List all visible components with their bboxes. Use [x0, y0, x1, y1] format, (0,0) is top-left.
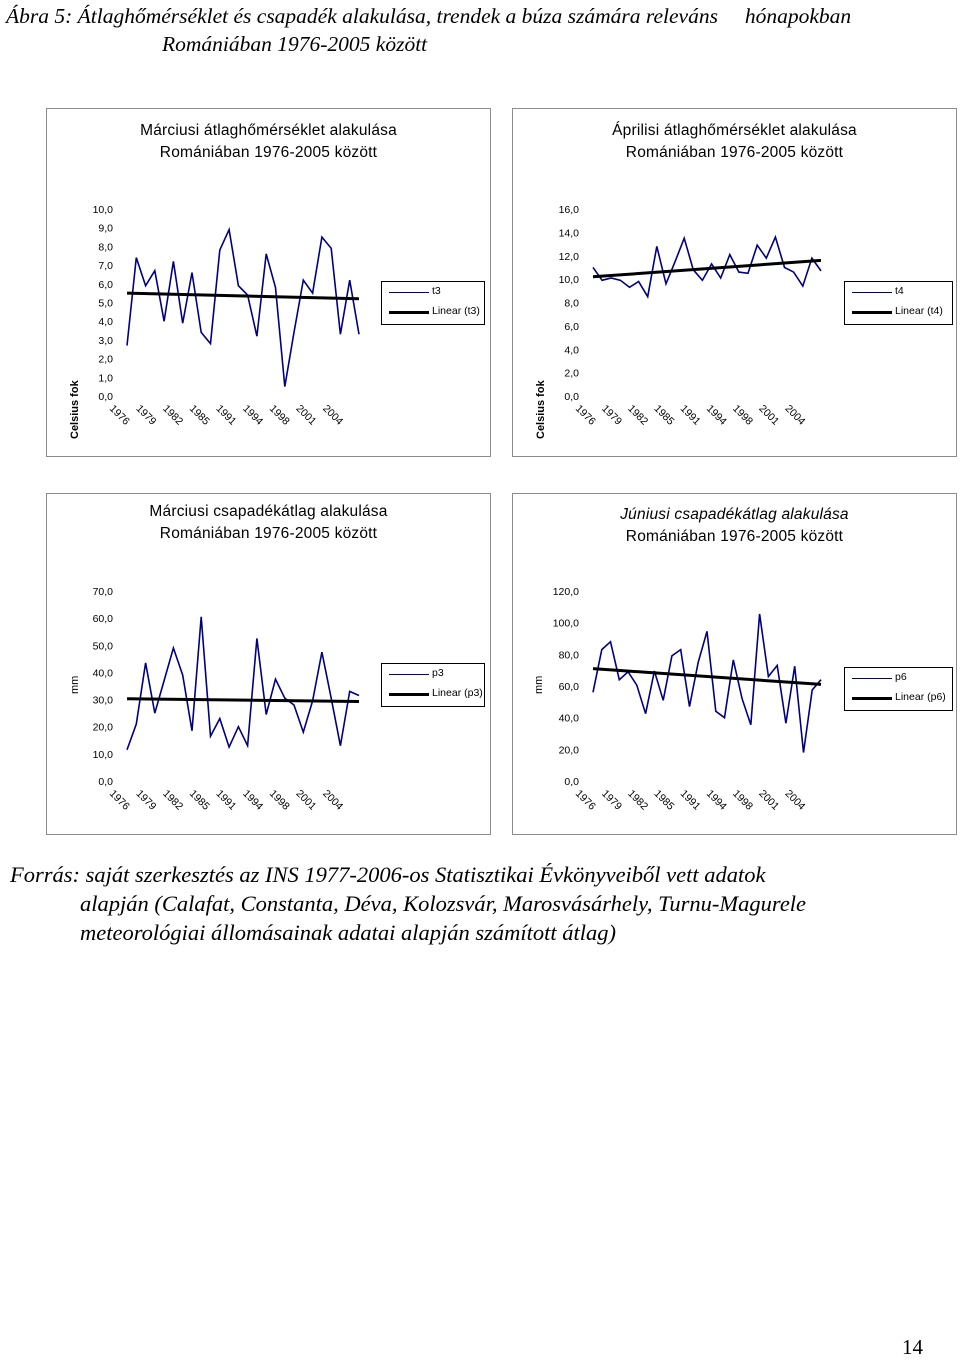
y-tick-label: 40,0: [558, 712, 579, 725]
y-tick-label: 8,0: [98, 241, 113, 254]
legend-series-label: t3: [432, 285, 441, 297]
x-tick-label: 1982: [160, 787, 186, 813]
chart-title-line2: Romániában 1976-2005 között: [625, 144, 844, 161]
y-tick-label: 7,0: [98, 260, 113, 273]
x-tick-label: 2004: [782, 787, 808, 813]
y-tick-label: 0,0: [564, 776, 579, 788]
trend-line: [127, 293, 359, 299]
y-tick-label: 100,0: [552, 617, 579, 630]
source-note: [10, 860, 940, 947]
chart-title-line2: Romániában 1976-2005 között: [159, 144, 378, 161]
y-tick-label: 70,0: [92, 586, 113, 598]
trend-line: [593, 669, 821, 685]
series-line-p3: [127, 617, 359, 750]
x-tick-label: 1991: [213, 402, 239, 428]
legend-item-trend: [845, 304, 952, 322]
y-axis-label: mm: [533, 675, 545, 694]
x-tick-label: 1976: [106, 787, 132, 813]
x-tick-label: 2004: [320, 402, 346, 428]
x-tick-label: 2004: [320, 787, 346, 813]
x-tick-label: 1979: [133, 402, 159, 428]
legend-item-series: [382, 284, 484, 302]
chart-title-line1: Márciusi átlaghőmérséklet alakulása: [140, 122, 397, 139]
legend-item-trend: [382, 304, 484, 322]
legend-item-trend: [382, 686, 484, 704]
x-tick-label: 1985: [651, 787, 677, 813]
x-tick-label: 1994: [703, 402, 729, 428]
x-tick-label: 1979: [599, 402, 625, 428]
legend: [844, 667, 953, 711]
x-tick-label: 1979: [599, 787, 625, 813]
y-tick-label: 3,0: [98, 334, 113, 347]
x-tick-label: 1991: [677, 402, 703, 428]
y-tick-label: 80,0: [558, 649, 579, 662]
legend-trend-label: Linear (t4): [895, 305, 943, 317]
y-axis-label: mm: [69, 675, 81, 694]
y-tick-label: 60,0: [558, 681, 579, 693]
source-line2: alapján (Calafat, Constanta, Déva, Kolozsvár, Marosvásárhely, Turnu-Magurele: [80, 891, 807, 916]
legend: [381, 663, 485, 707]
y-tick-label: 16,0: [558, 204, 579, 216]
y-tick-label: 40,0: [92, 667, 113, 680]
legend-series-swatch: [852, 678, 892, 679]
y-tick-label: 50,0: [92, 640, 113, 653]
y-tick-label: 0,0: [98, 776, 113, 788]
chart-april-temperature: [512, 108, 957, 457]
y-tick-label: 10,0: [92, 204, 113, 216]
figure-title-line1: Ábra 5: Átlaghőmérséklet és csapadék alakulása, trendek a búza számára releváns hónapokban: [6, 4, 852, 28]
x-tick-label: 1985: [186, 787, 212, 813]
trend-line: [127, 699, 359, 702]
series-line-t3: [127, 230, 359, 387]
x-tick-label: 2001: [756, 787, 782, 813]
x-tick-label: 1985: [651, 402, 677, 428]
legend-item-series: [845, 670, 952, 688]
page-number: 14: [902, 1335, 923, 1359]
chart-title-line1: Márciusi csapadékátlag alakulása: [149, 503, 388, 520]
figure-title: [6, 2, 956, 58]
y-tick-label: 14,0: [558, 227, 579, 240]
y-tick-label: 6,0: [98, 278, 113, 291]
chart-title-line2: Romániában 1976-2005 között: [625, 528, 844, 545]
legend-trend-swatch: [389, 311, 429, 314]
legend-series-label: p3: [432, 667, 444, 679]
legend-trend-swatch: [852, 311, 892, 314]
source-line3: meteorológiai állomásainak adatai alapján számított átlag): [80, 920, 617, 945]
y-tick-label: 0,0: [98, 391, 113, 403]
x-tick-label: 1994: [240, 402, 266, 428]
y-tick-label: 8,0: [564, 297, 579, 310]
source-line1: Forrás: saját szerkesztés az INS 1977-2006-os Statisztikai Évkönyveiből vett adatok: [10, 862, 766, 887]
x-tick-label: 2001: [293, 787, 319, 813]
legend: [381, 281, 485, 325]
y-tick-label: 10,0: [558, 274, 579, 287]
x-tick-label: 1994: [703, 787, 729, 813]
x-tick-label: 1976: [572, 402, 598, 428]
x-tick-label: 1991: [213, 787, 239, 813]
y-tick-label: 1,0: [98, 372, 113, 385]
y-tick-label: 4,0: [98, 316, 113, 329]
x-tick-label: 1998: [730, 402, 756, 428]
y-tick-label: 4,0: [564, 344, 579, 357]
x-tick-label: 1998: [266, 787, 292, 813]
x-tick-label: 1976: [572, 787, 598, 813]
legend-series-label: t4: [895, 285, 904, 297]
y-tick-label: 10,0: [92, 748, 113, 761]
chart-june-precipitation: [512, 493, 957, 835]
chart-title-line1: Júniusi csapadékátlag alakulása: [620, 506, 849, 523]
legend-series-swatch: [852, 292, 892, 293]
x-tick-label: 1985: [186, 402, 212, 428]
x-tick-label: 2001: [293, 402, 319, 428]
chart-title-line1: Áprilisi átlaghőmérséklet alakulása: [612, 122, 857, 139]
x-tick-label: 2001: [756, 402, 782, 428]
x-tick-label: 1991: [677, 787, 703, 813]
chart-title-line2: Romániában 1976-2005 között: [159, 525, 378, 542]
x-tick-label: 1976: [106, 402, 132, 428]
legend-series-label: p6: [895, 671, 907, 683]
y-tick-label: 12,0: [558, 250, 579, 263]
y-tick-label: 6,0: [564, 320, 579, 333]
y-tick-label: 20,0: [92, 721, 113, 734]
legend-trend-label: Linear (p6): [895, 691, 946, 703]
y-tick-label: 5,0: [98, 297, 113, 310]
x-tick-label: 1982: [625, 787, 651, 813]
figure-title-line2: Romániában 1976-2005 között: [162, 32, 428, 56]
legend-item-series: [382, 666, 484, 684]
y-tick-label: 0,0: [564, 391, 579, 403]
series-line-t4: [593, 237, 821, 297]
legend-item-series: [845, 284, 952, 302]
legend-item-trend: [845, 690, 952, 708]
y-tick-label: 60,0: [92, 613, 113, 626]
legend-trend-swatch: [389, 693, 429, 696]
chart-march-precipitation: [46, 493, 491, 835]
y-axis-label: Celsius fok: [69, 380, 81, 439]
y-tick-label: 120,0: [552, 586, 579, 598]
y-tick-label: 30,0: [92, 694, 113, 707]
chart-plot: [513, 494, 956, 834]
legend-series-swatch: [389, 674, 429, 675]
x-tick-label: 1979: [133, 787, 159, 813]
legend-trend-swatch: [852, 697, 892, 700]
legend: [844, 281, 953, 325]
x-tick-label: 1994: [240, 787, 266, 813]
legend-trend-label: Linear (p3): [432, 687, 483, 699]
x-tick-label: 1982: [625, 402, 651, 428]
x-tick-label: 1998: [730, 787, 756, 813]
chart-march-temperature: [46, 108, 491, 457]
y-axis-label: Celsius fok: [535, 380, 547, 439]
legend-trend-label: Linear (t3): [432, 305, 480, 317]
y-tick-label: 2,0: [564, 367, 579, 380]
y-tick-label: 9,0: [98, 222, 113, 235]
x-tick-label: 2004: [782, 402, 808, 428]
x-tick-label: 1998: [266, 402, 292, 428]
y-tick-label: 20,0: [558, 744, 579, 757]
legend-series-swatch: [389, 292, 429, 293]
x-tick-label: 1982: [160, 402, 186, 428]
y-tick-label: 2,0: [98, 353, 113, 366]
